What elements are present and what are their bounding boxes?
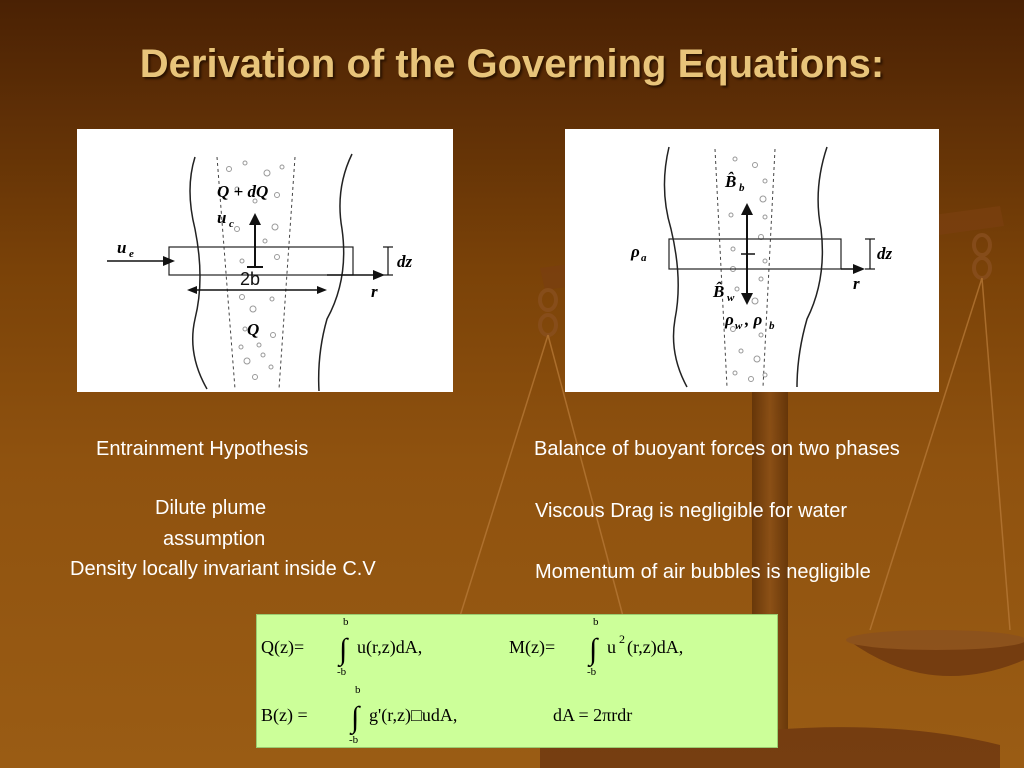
r-label: r [371,282,378,301]
caption-buoyant: Balance of buoyant forces on two phases [534,438,900,460]
eq-b-lhs: B(z) = [261,705,308,725]
entrainment-diagram [77,129,453,392]
dz-label: dz [877,244,893,263]
uc-subscript: c [229,218,234,230]
r-label: r [853,274,860,293]
eq-b-rhs: g'(r,z)□udA, [369,705,458,725]
eq-m-integral: ∫ [589,633,598,666]
caption-dilute-line2: assumption [163,528,266,550]
eq-b-lower: -b [349,734,359,746]
width-2b-label: 2b [240,269,261,289]
rho-b-subscript: b [769,320,775,332]
rho-w-label: ρ [725,310,734,329]
rho-a-label: ρ [631,242,640,261]
eq-q-upper: b [343,616,349,628]
caption-dilute-line1: Dilute plume [155,497,267,519]
q-plus-dq-label: Q + dQ [217,182,269,201]
eq-m-rhs: (r,z)dA, [627,637,684,657]
slide-title: Derivation of the Governing Equations: [139,42,885,86]
bw-subscript: w [727,292,735,304]
eq-q-lhs: Q(z)= [261,637,305,657]
ue-label: u [117,238,127,257]
eq-m-lower: -b [587,666,597,678]
buoyancy-diagram [565,129,939,392]
uc-label: u [217,208,227,227]
eq-m-exp: 2 [619,632,625,646]
eq-q-rhs: u(r,z)dA, [357,637,423,657]
equations-box [256,614,778,748]
eq-m-lhs: M(z)= [509,637,556,657]
caption-density: Density locally invariant inside C.V [70,558,376,580]
caption-viscous: Viscous Drag is negligible for water [535,500,848,522]
rho-a-subscript: a [641,252,647,264]
eq-b-integral: ∫ [351,701,360,734]
caption-momentum: Momentum of air bubbles is negligible [535,561,871,583]
caption-entrainment: Entrainment Hypothesis [96,438,309,460]
eq-m-u: u [607,637,616,657]
eq-q-integral: ∫ [339,633,348,666]
bb-label: B̂ [725,172,737,191]
eq-q-lower: -b [337,666,347,678]
bw-label: B̂ [713,282,725,301]
eq-m-upper: b [593,616,599,628]
rho-comma-label: , ρ [745,310,763,329]
dz-label: dz [397,252,413,271]
buoyancy-diagram-drawing [565,129,939,392]
rho-w-subscript: w [735,320,743,332]
bb-subscript: b [739,182,745,194]
eq-da: dA = 2πrdr [553,705,633,725]
entrainment-diagram-drawing [77,129,453,392]
ue-subscript: e [129,248,134,260]
equations-drawing [257,615,777,747]
eq-b-upper: b [355,684,361,696]
q-label: Q [247,320,260,339]
